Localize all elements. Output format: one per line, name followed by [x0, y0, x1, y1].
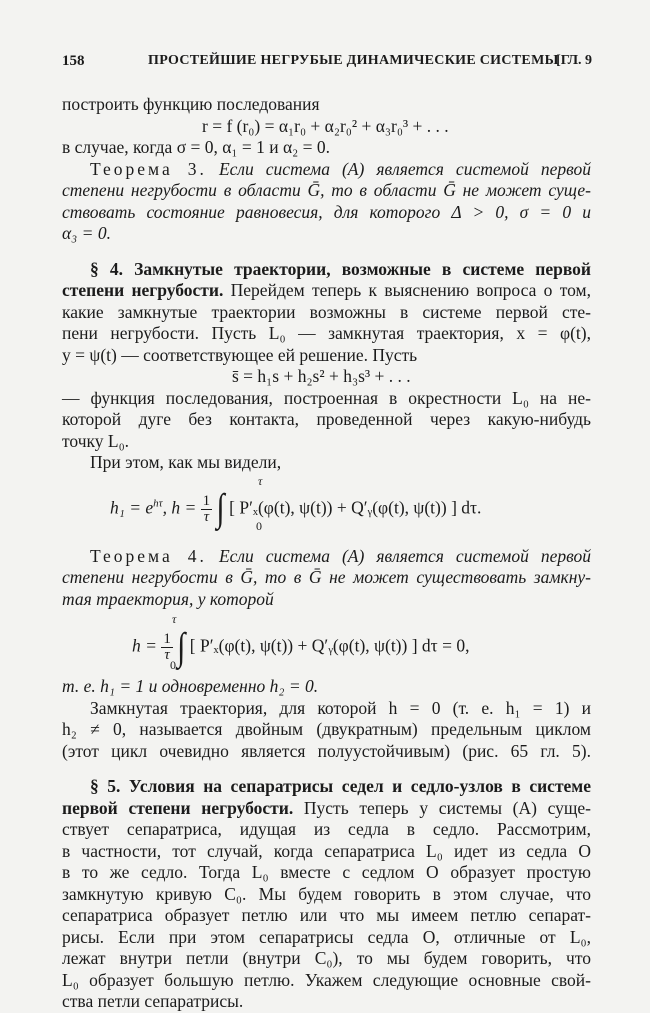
spacer [62, 536, 591, 546]
equation-h-definition [62, 474, 591, 536]
text-line: (этот цикл очевидно является полуустойчивым) (рис. 65 гл. 5). [62, 740, 591, 761]
eq-integrand: [ P′ₓ(φ(t), ψ(t)) + Q′ᵧ(φ(t), ψ(t)) ] dτ = 0, [189, 635, 470, 656]
section-4-text: Перейдем теперь к выяснению вопроса о том, [230, 280, 591, 300]
fraction-denominator: τ [164, 647, 170, 663]
text-line: пени негрубости. Пусть L₀ — замкнутая траектория, x = φ(t), [62, 323, 591, 343]
spacer [62, 762, 591, 776]
fraction-denominator: τ [203, 508, 210, 525]
text-line: ства петли сепаратрисы. [62, 991, 244, 1011]
section-5-title: § 5. Условия на сепаратрисы седел и седло-узлов в системе [90, 776, 591, 796]
eq-exponent: hτ [153, 497, 163, 510]
integral-sign: ∫ [177, 625, 186, 669]
page-body [62, 94, 591, 1013]
text-line: лежат внутри петли (внутри C₀), то мы будем говорить, что [62, 948, 591, 968]
integral-lower-limit: 0 [256, 518, 262, 533]
theorem-4-line [62, 546, 591, 568]
text-line: ствует сепаратриса, идущая из седла в седло. Рассмотрим, [62, 819, 591, 839]
text-line: какие замкнутые траектории возможны в системе первой сте- [62, 301, 591, 322]
text-line: в случае, когда σ = 0, α₁ = 1 и α₂ = 0. [62, 137, 331, 157]
text-line: Замкнутая траектория, для которой h = 0 (т. е. h₁ = 1) и [90, 697, 591, 718]
text-line: α₃ = 0. [62, 223, 111, 243]
equation-theorem-4 [62, 610, 591, 676]
section-5-heading [62, 776, 591, 798]
equation-theorem-4-body [132, 625, 470, 669]
spacer [62, 245, 591, 259]
eq-h1: h₁ = e [110, 497, 154, 518]
text-line: При этом, как мы видели, [90, 452, 282, 472]
section-4-title: § 4. Замкнутые траектории, возможные в системе первой [90, 258, 591, 279]
text-line [62, 798, 591, 820]
text-line: y = ψ(t) — соответствующее ей решение. Пусть [62, 344, 418, 365]
text-line: ствовать состояние равновесия, для которого Δ > 0, σ = 0 и [62, 201, 591, 222]
text-line: сепаратриса образует петлю или что мы имеем петлю сепарат- [62, 905, 591, 925]
text-line: которой дуге без контакта, проведенной через какую-нибудь [62, 409, 591, 429]
text-line [62, 280, 591, 302]
chapter-marker: [ГЛ. 9 [556, 53, 592, 68]
text-line: т. е. h₁ = 1 и одновременно h₂ = 0. [62, 676, 319, 696]
eq-h: , h = [162, 497, 197, 518]
fraction [201, 494, 213, 525]
theorem-3-text: Если система (A) является системой первой [218, 158, 591, 179]
page-number: 158 [62, 53, 85, 69]
integral-upper-limit: τ [258, 473, 263, 488]
text-line: в то же седло. Тогда L₀ вместе с седлом O образует простую [62, 862, 591, 882]
section-5-title-cont: первой степени негрубости. [62, 797, 294, 818]
text-line: степени негрубости в Ḡ, то в Ḡ не может существовать замкну- [62, 567, 591, 587]
text-line: степени негрубости в области Ḡ, то в области Ḡ не может суще- [62, 180, 591, 200]
text-line: L₀ образует большую петлю. Укажем следующие основные свой- [62, 969, 591, 990]
text-line: в частности, тот случай, когда сепаратриса L₀ идет из седла O [62, 840, 591, 861]
running-title: ПРОСТЕЙШИЕ НЕГРУБЫЕ ДИНАМИЧЕСКИЕ СИСТЕМЫ [148, 53, 559, 68]
section-5-text: Пусть теперь у системы (A) суще- [303, 797, 591, 818]
text-line: построить функцию последования [62, 94, 320, 114]
theorem-3-line [62, 159, 591, 181]
equation-h-body [110, 486, 482, 530]
integral-upper-limit: τ [172, 612, 177, 626]
equation-successor-function: r = f (r₀) = α₁r₀ + α₂r₀² + α₃r₀³ + . . . [202, 115, 449, 136]
theorem-4-label: Теорема 4. [90, 545, 207, 566]
text-line: точку L₀. [62, 430, 130, 451]
section-4-title-cont: степени негрубости. [62, 280, 224, 300]
eq-h: h = [132, 635, 157, 656]
text-line: замкнутую кривую C₀. Мы будем говорить в этом случае, что [62, 883, 591, 904]
theorem-4-text: Если система (A) является системой первой [218, 545, 591, 566]
integral-lower-limit: 0 [170, 658, 176, 672]
running-header [62, 53, 592, 73]
text-line: рисы. Если при этом сепаратрисы седла O, отличные от L₀, [62, 926, 591, 947]
text-line: h₂ ≠ 0, называется двойным (двукратным) предельным циклом [62, 719, 591, 739]
equation-series: s̄ = h₁s + h₂s² + h₃s³ + . . . [232, 366, 411, 386]
integral-sign: ∫ [216, 486, 225, 530]
eq-integrand: [ P′ₓ(φ(t), ψ(t)) + Q′ᵧ(φ(t), ψ(t)) ] dτ. [229, 497, 482, 518]
text-line: — функция последования, построенная в окрестности L₀ на не- [62, 387, 591, 408]
fraction-numerator: 1 [202, 492, 211, 509]
section-4-heading [62, 259, 591, 281]
text-line: тая траектория, у которой [62, 588, 274, 609]
theorem-3-label: Теорема 3. [90, 158, 207, 179]
fraction-numerator: 1 [163, 631, 171, 647]
